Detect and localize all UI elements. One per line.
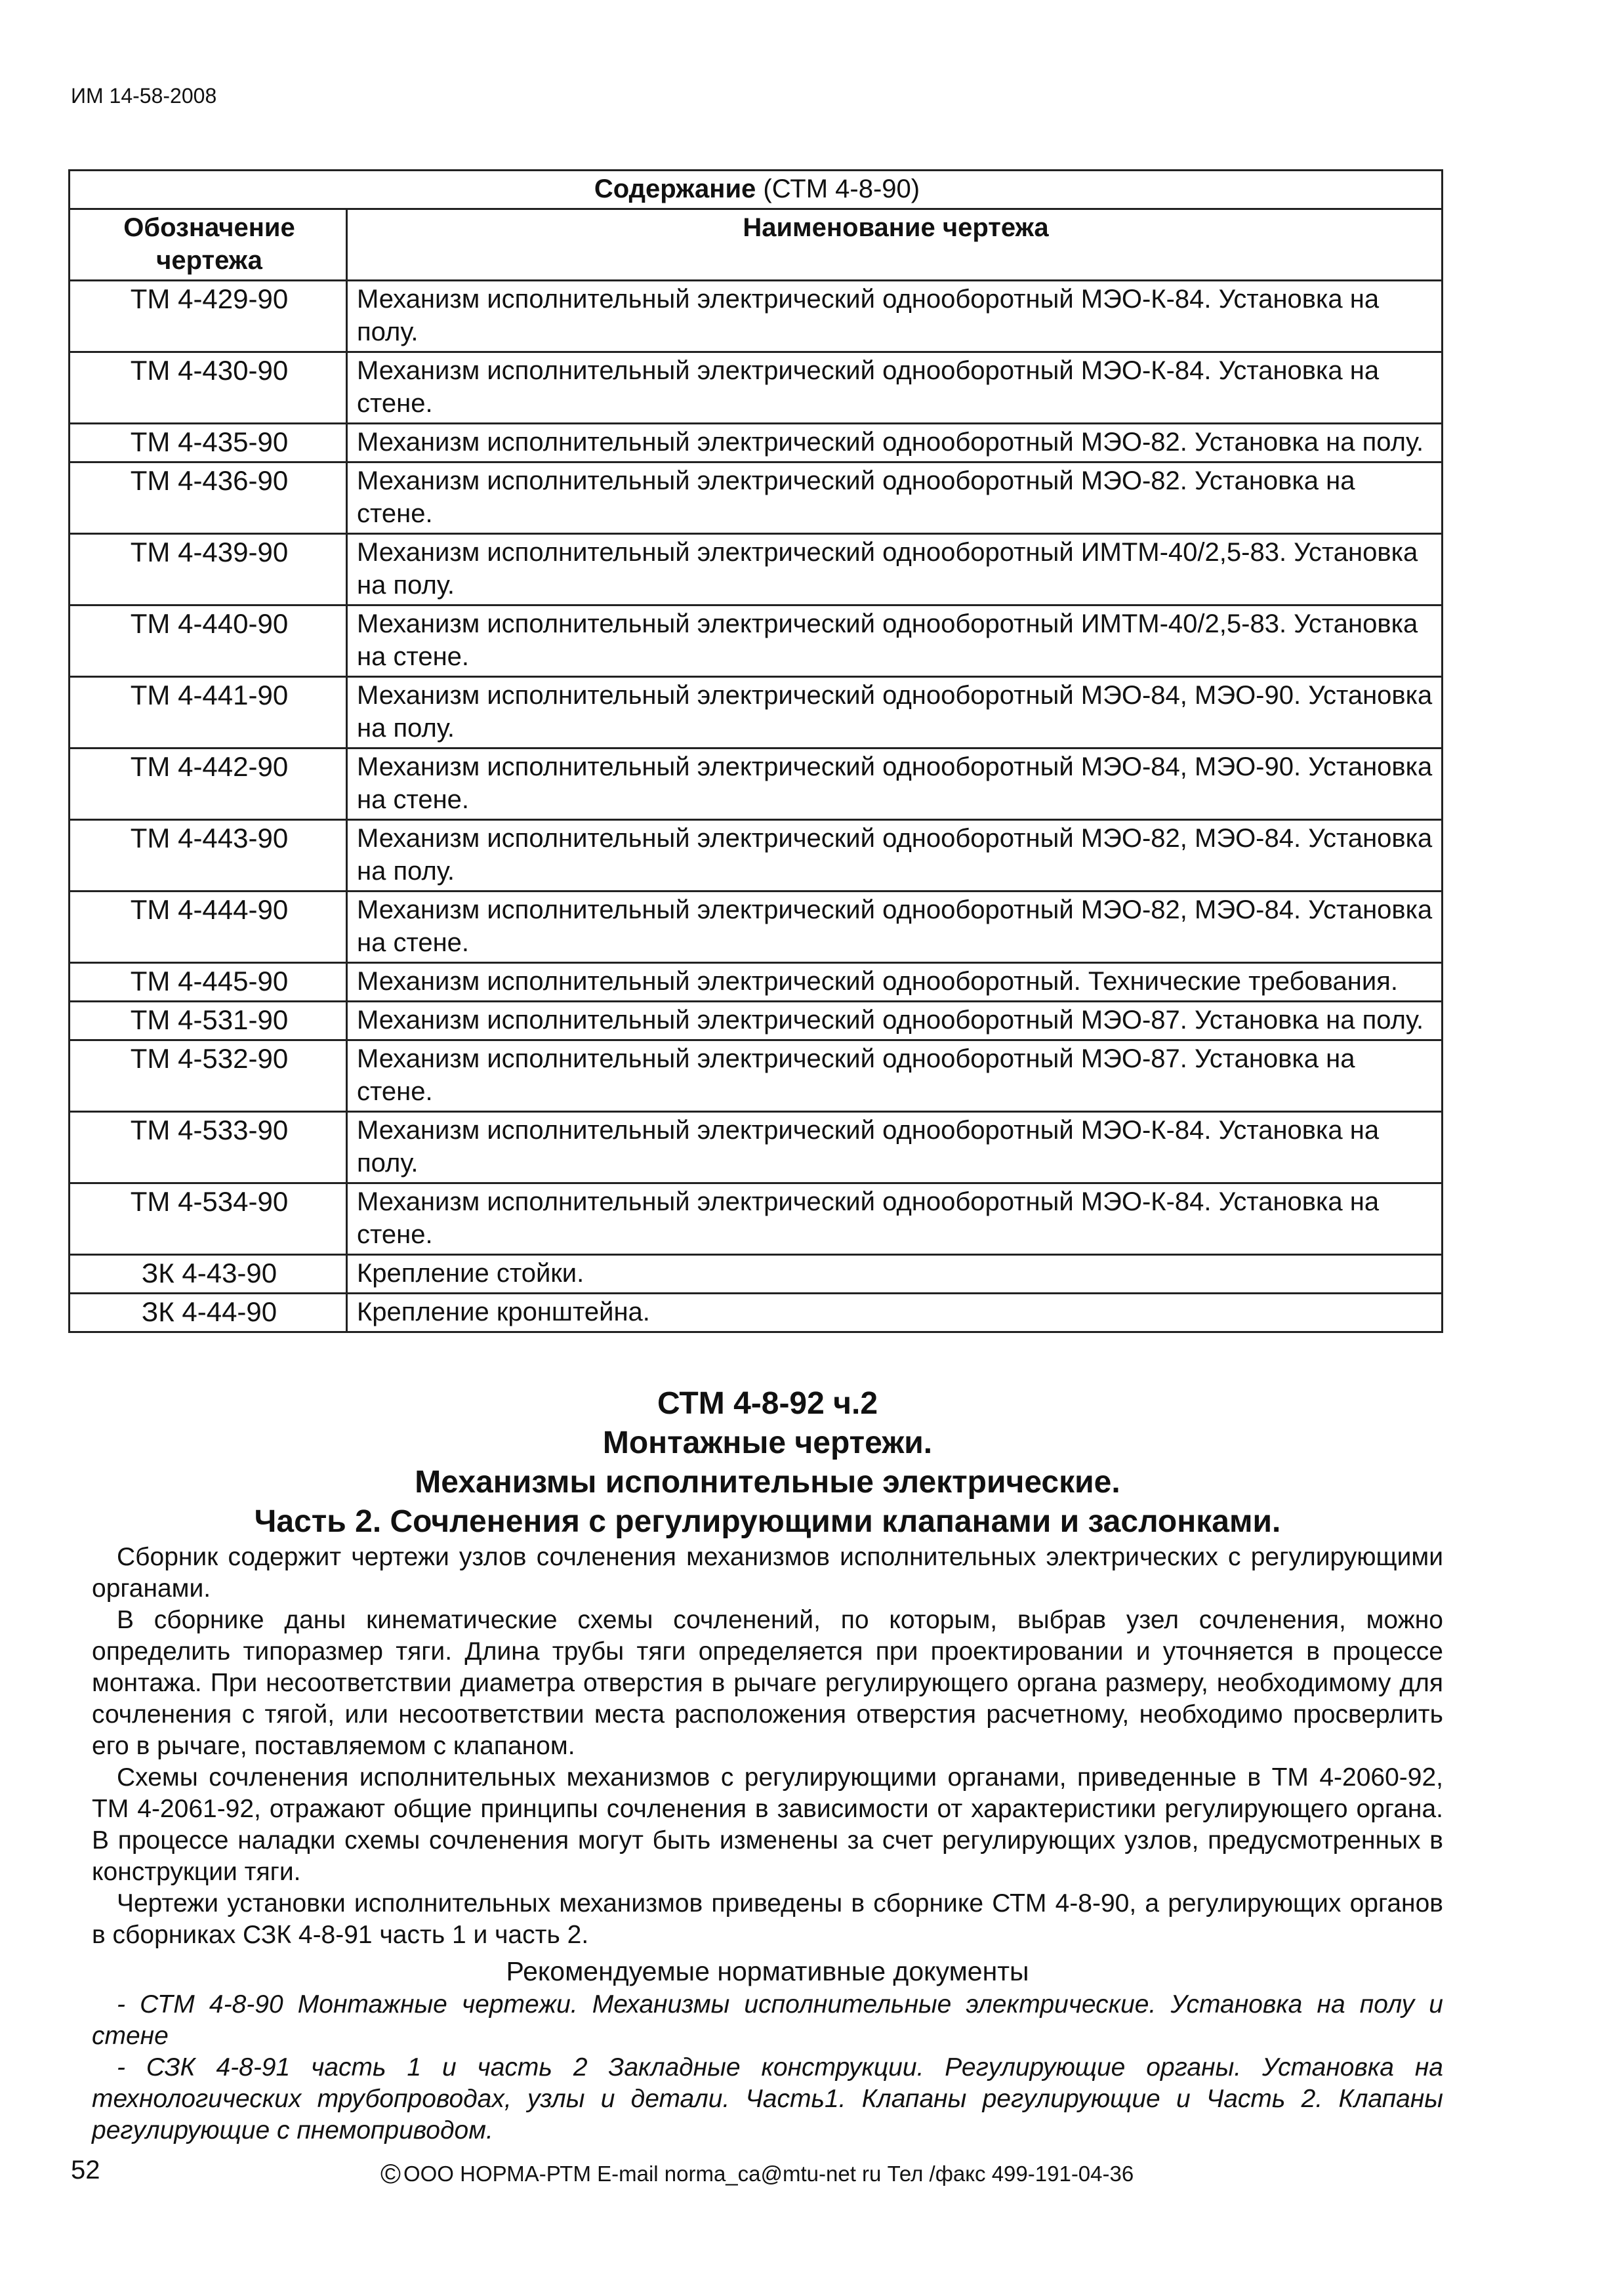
drawing-name: Механизм исполнительный электрический однооборотный МЭО-К-84. Установка на полу. <box>347 1112 1443 1183</box>
table-row <box>70 677 1443 748</box>
drawing-name: Механизм исполнительный электрический однооборотный ИМТМ-40/2,5-83. Установка на полу. <box>347 534 1443 605</box>
drawing-name: Механизм исполнительный электрический однооборотный МЭО-К-84. Установка на стене. <box>347 1183 1443 1255</box>
table-caption-title: Содержание <box>594 174 756 203</box>
column-header-code: Обозначение чертежа <box>70 209 347 281</box>
drawing-code: ТМ 4-430-90 <box>70 352 347 424</box>
drawing-name: Механизм исполнительный электрический однооборотный МЭО-К-84. Установка на стене. <box>347 352 1443 424</box>
drawing-code: ТМ 4-439-90 <box>70 534 347 605</box>
drawing-name: Механизм исполнительный электрический однооборотный МЭО-82, МЭО-84. Установка на стене. <box>347 892 1443 963</box>
column-header-name: Наименование чертежа <box>347 209 1443 281</box>
table-row <box>70 1294 1443 1332</box>
drawing-name: Механизм исполнительный электрический однооборотный МЭО-82. Установка на полу. <box>347 424 1443 462</box>
reference-2: - СЗК 4-8-91 часть 1 и часть 2 Закладные конструкции. Регулирующие органы. Установка на технологических трубопроводах, узлы и детали. Часть1. Клапаны регулирующие и Часть 2. Клапаны регулирующие с пнемоприводом. <box>92 2053 1443 2144</box>
drawing-name: Механизм исполнительный электрический однооборотный МЭО-87. Установка на стене. <box>347 1040 1443 1112</box>
contents-table <box>68 169 1443 1333</box>
drawing-code: ТМ 4-533-90 <box>70 1112 347 1183</box>
table-row <box>70 534 1443 605</box>
table-caption-row <box>70 171 1443 209</box>
footer-text: ООО НОРМА-РТМ E-mail norma_ca@mtu-net ru Тел /факс 499-191-04-36 <box>403 2162 1134 2186</box>
table-row <box>70 1183 1443 1255</box>
reference-1: - СТМ 4-8-90 Монтажные чертежи. Механизмы исполнительные электрические. Установка на полу и стене <box>92 1990 1443 2050</box>
drawing-name: Механизм исполнительный электрический однооборотный МЭО-82. Установка на стене. <box>347 462 1443 534</box>
paragraph-1: Сборник содержит чертежи узлов сочленения механизмов исполнительных электрических с регулирующими органами. <box>92 1543 1443 1603</box>
drawing-name: Механизм исполнительный электрический однооборотный МЭО-К-84. Установка на полу. <box>347 281 1443 352</box>
table-row <box>70 352 1443 424</box>
table-row <box>70 1040 1443 1112</box>
table-row <box>70 605 1443 677</box>
table-body <box>70 281 1443 1332</box>
section-stm-4-8-92 <box>92 1384 1443 2146</box>
recommended-docs-title: Рекомендуемые нормативные документы <box>506 1956 1029 1986</box>
page-number: 52 <box>71 2156 100 2184</box>
drawing-name: Крепление стойки. <box>347 1255 1443 1294</box>
table-row <box>70 1255 1443 1294</box>
drawing-code: ТМ 4-445-90 <box>70 963 347 1002</box>
section-title-line-3: Механизмы исполнительные электрические. <box>415 1465 1120 1500</box>
table-caption <box>70 171 1443 209</box>
drawing-code: ТМ 4-440-90 <box>70 605 347 677</box>
paragraph-3: Схемы сочленения исполнительных механизмов с регулирующими органами, приведенные в ТМ 4-2060-92, ТМ 4-2061-92, отражают общие принципы сочленения в зависимости от характеристики регулирующего органа. В процессе наладки схемы сочленения могут быть изменены за счет регулирующих узлов, предусмотренных в конструкции тяги. <box>92 1763 1443 1886</box>
drawing-code: ЗК 4-43-90 <box>70 1255 347 1294</box>
table-row <box>70 281 1443 352</box>
drawing-code: ТМ 4-442-90 <box>70 748 347 820</box>
drawing-code: ТМ 4-531-90 <box>70 1002 347 1040</box>
copyright-icon: © <box>380 2158 401 2189</box>
table-row <box>70 748 1443 820</box>
drawing-name: Механизм исполнительный электрический однооборотный МЭО-84, МЭО-90. Установка на стене. <box>347 748 1443 820</box>
drawing-code: ТМ 4-441-90 <box>70 677 347 748</box>
drawing-code: ЗК 4-44-90 <box>70 1294 347 1332</box>
table-row <box>70 424 1443 462</box>
footer <box>380 2158 1134 2190</box>
drawing-code: ТМ 4-532-90 <box>70 1040 347 1112</box>
table-caption-ref: (СТМ 4-8-90) <box>756 174 920 203</box>
section-title-line-4: Часть 2. Сочленения с регулирующими клапанами и заслонками. <box>254 1504 1281 1539</box>
drawing-name: Механизм исполнительный электрический однооборотный МЭО-84, МЭО-90. Установка на полу. <box>347 677 1443 748</box>
drawing-name: Механизм исполнительный электрический однооборотный. Технические требования. <box>347 963 1443 1002</box>
table-header-row <box>70 209 1443 281</box>
drawing-code: ТМ 4-435-90 <box>70 424 347 462</box>
drawing-code: ТМ 4-436-90 <box>70 462 347 534</box>
drawing-name: Механизм исполнительный электрический однооборотный МЭО-87. Установка на полу. <box>347 1002 1443 1040</box>
table-row <box>70 963 1443 1002</box>
section-title-line-2: Монтажные чертежи. <box>602 1425 933 1460</box>
paragraph-4: Чертежи установки исполнительных механизмов приведены в сборнике СТМ 4-8-90, а регулирующих органов в сборниках СЗК 4-8-91 часть 1 и часть 2. <box>92 1889 1443 1949</box>
drawing-code: ТМ 4-443-90 <box>70 820 347 892</box>
paragraph-2: В сборнике даны кинематические схемы сочленений, по которым, выбрав узел сочленения, можно определить типоразмер тяги. Длина трубы тяги определяется при проектировании и уточняется в процессе монтажа. При несоответствии диаметра отверстия в рычаге регулирующего органа размеру, необходимому для сочленения с тягой, или несоответствии места расположения отверстия расчетному, необходимо просверлить его в рычаге, поставляемом с клапаном. <box>92 1606 1443 1760</box>
table-row <box>70 1112 1443 1183</box>
table-row <box>70 892 1443 963</box>
drawing-code: ТМ 4-429-90 <box>70 281 347 352</box>
drawing-name: Механизм исполнительный электрический однооборотный ИМТМ-40/2,5-83. Установка на стене. <box>347 605 1443 677</box>
document-code: ИМ 14-58-2008 <box>71 84 217 108</box>
drawing-code: ТМ 4-534-90 <box>70 1183 347 1255</box>
table-row <box>70 820 1443 892</box>
drawing-name: Крепление кронштейна. <box>347 1294 1443 1332</box>
table-row <box>70 1002 1443 1040</box>
drawing-code: ТМ 4-444-90 <box>70 892 347 963</box>
drawing-name: Механизм исполнительный электрический однооборотный МЭО-82, МЭО-84. Установка на полу. <box>347 820 1443 892</box>
table-row <box>70 462 1443 534</box>
section-title-code: СТМ 4-8-92 ч.2 <box>657 1386 878 1421</box>
